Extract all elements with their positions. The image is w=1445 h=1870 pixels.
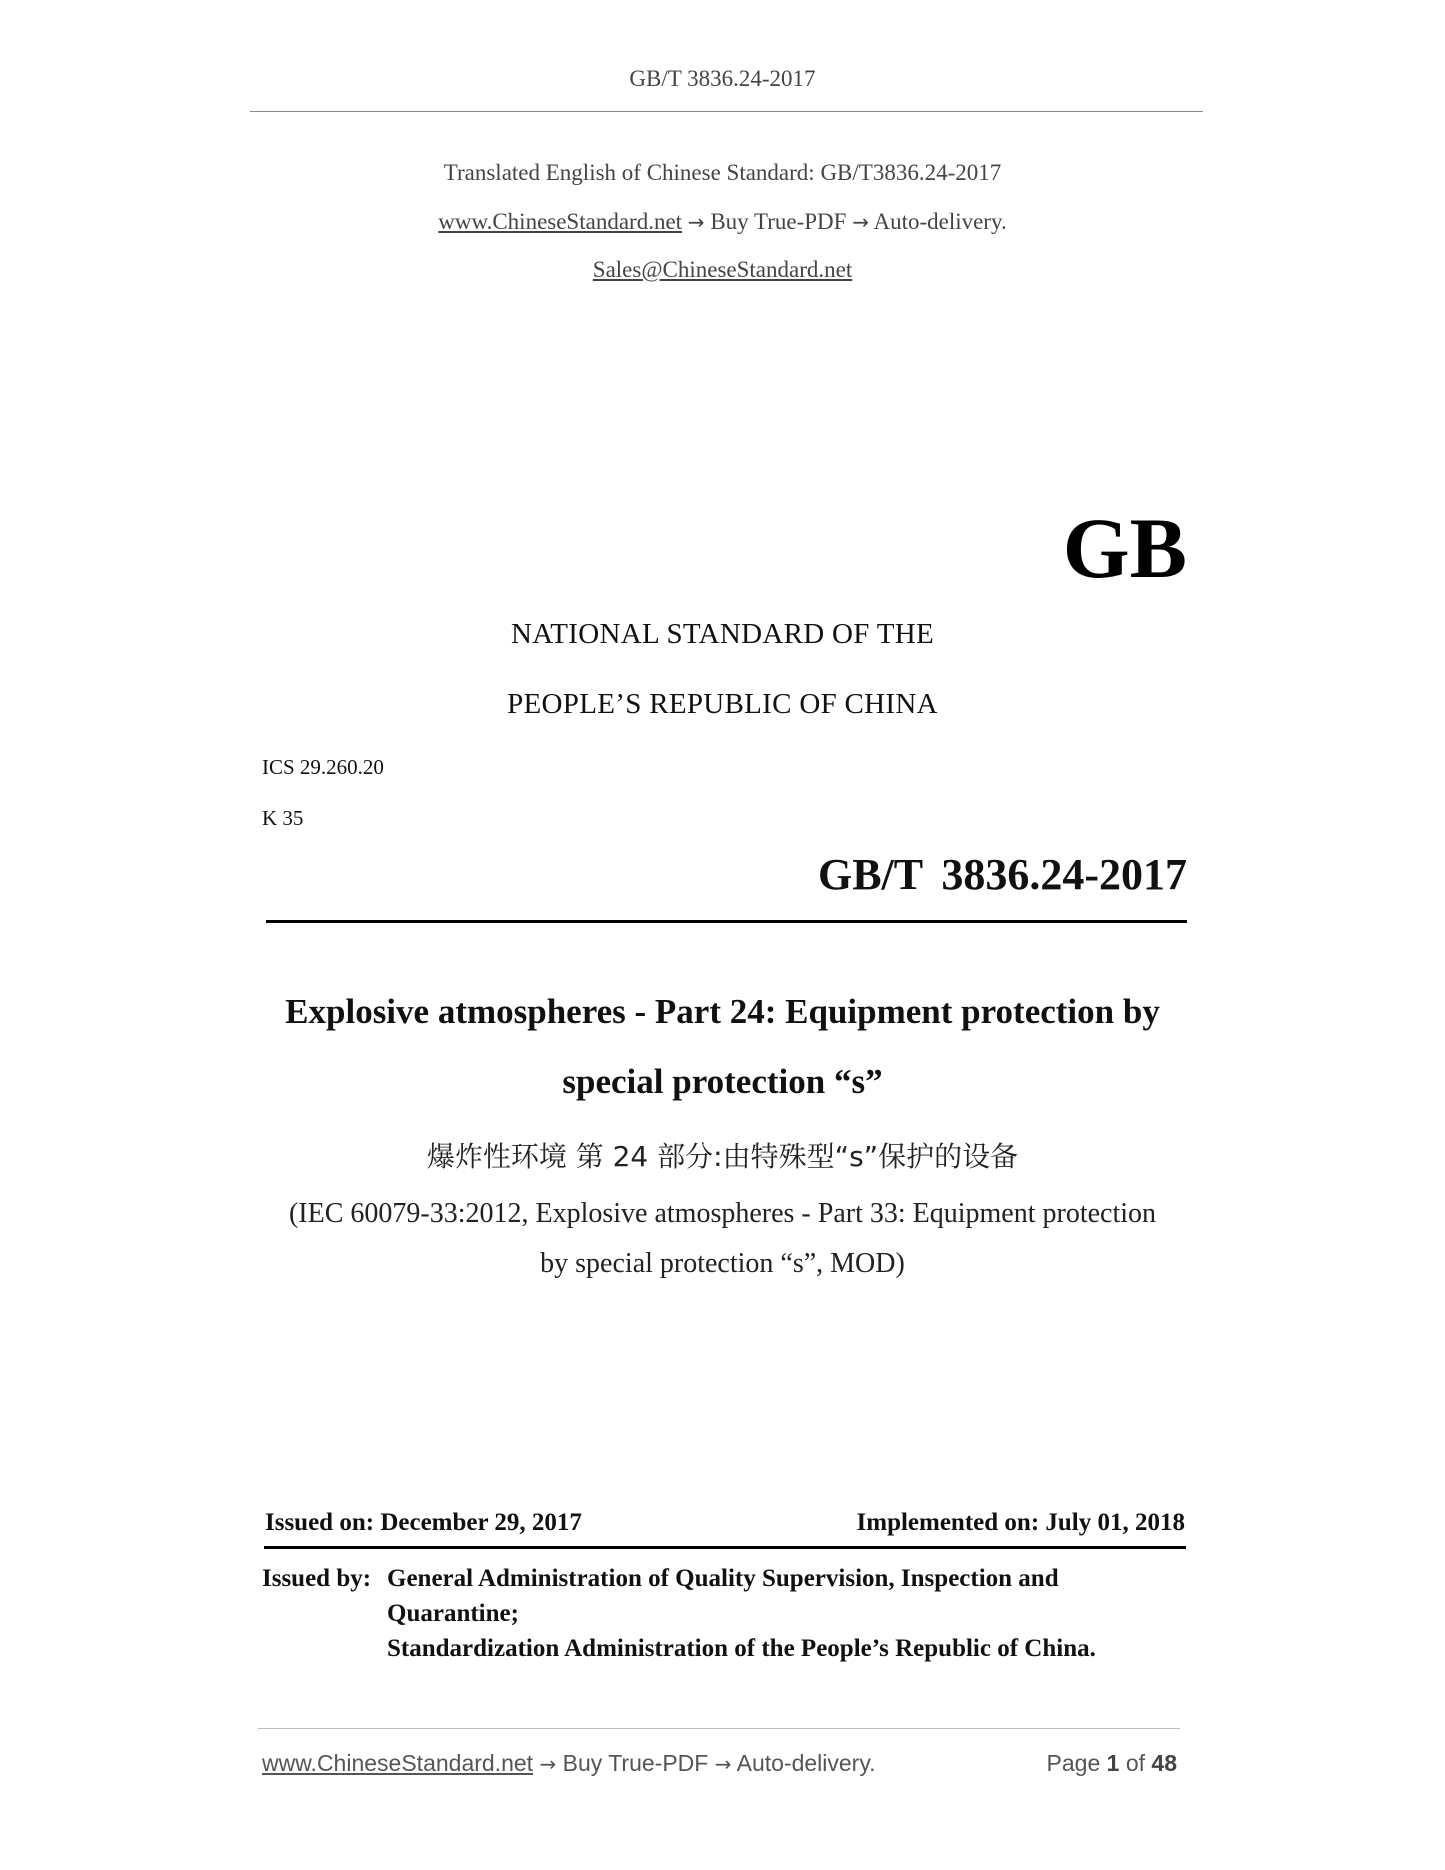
standard-number-rule (266, 920, 1187, 923)
running-header: GB/T 3836.24-2017 (629, 66, 816, 91)
page-indicator (1047, 1750, 1177, 1777)
standard-number: GB/T 3836.24-2017 (817, 850, 1187, 899)
implemented-on-date: Implemented on: July 01, 2018 (856, 1509, 1185, 1536)
total-pages: 48 (1151, 1750, 1177, 1776)
english-title-line-1: Explosive atmospheres - Part 24: Equipment protection by (285, 992, 1160, 1031)
footer-delivery-text: Auto-delivery. (736, 1750, 876, 1776)
dates-rule (264, 1546, 1186, 1549)
arrow-right-icon: → (539, 1752, 557, 1776)
arrow-right-icon: → (714, 1752, 732, 1776)
header-divider (250, 111, 1203, 112)
arrow-right-icon: → (852, 210, 869, 234)
footer-divider (258, 1728, 1180, 1729)
issuer-line-3: Standardization Administration of the People’s Republic of China. (387, 1635, 1096, 1662)
footer-purchase-line (262, 1750, 876, 1777)
page-label: Page (1046, 1750, 1101, 1776)
issued-by-label: Issued by: (262, 1565, 372, 1592)
english-title-line-2: special protection “s” (562, 1062, 883, 1101)
arrow-right-icon: → (687, 210, 705, 234)
email-line (0, 257, 1445, 283)
sales-email-link[interactable]: Sales@ChineseStandard.net (592, 257, 853, 282)
ics-code: ICS 29.260.20 (262, 755, 384, 779)
page-number: 1 (1106, 1750, 1120, 1776)
purchase-line (0, 209, 1445, 235)
delivery-text: Auto-delivery. (873, 209, 1007, 234)
issuer-line-2: Quarantine; (387, 1600, 519, 1627)
issued-on-date: Issued on: December 29, 2017 (265, 1509, 582, 1536)
national-standard-line-2: PEOPLE’S REPUBLIC OF CHINA (507, 688, 938, 720)
iec-reference-line-2: by special protection “s”, MOD) (540, 1248, 905, 1279)
of-label: of (1125, 1750, 1146, 1776)
footer-buy-text: Buy True-PDF (562, 1750, 709, 1776)
iec-reference-line-1: (IEC 60079-33:2012, Explosive atmospheres - Part 33: Equipment protection (288, 1198, 1157, 1229)
national-standard-line-1: NATIONAL STANDARD OF THE (511, 618, 934, 650)
translation-notice: Translated English of Chinese Standard: GB/T3836.24-2017 (443, 160, 1002, 185)
classification-code: K 35 (262, 806, 304, 830)
footer-site-link[interactable]: www.ChineseStandard.net (262, 1750, 534, 1776)
chinese-title: 爆炸性环境 第 24 部分:由特殊型“s”保护的设备 (426, 1140, 1019, 1173)
issuer-line-1: General Administration of Quality Supervision, Inspection and (387, 1565, 1059, 1592)
gb-mark: GB (1062, 500, 1187, 596)
buy-text: Buy True-PDF (710, 209, 847, 234)
site-link[interactable]: www.ChineseStandard.net (438, 209, 683, 234)
